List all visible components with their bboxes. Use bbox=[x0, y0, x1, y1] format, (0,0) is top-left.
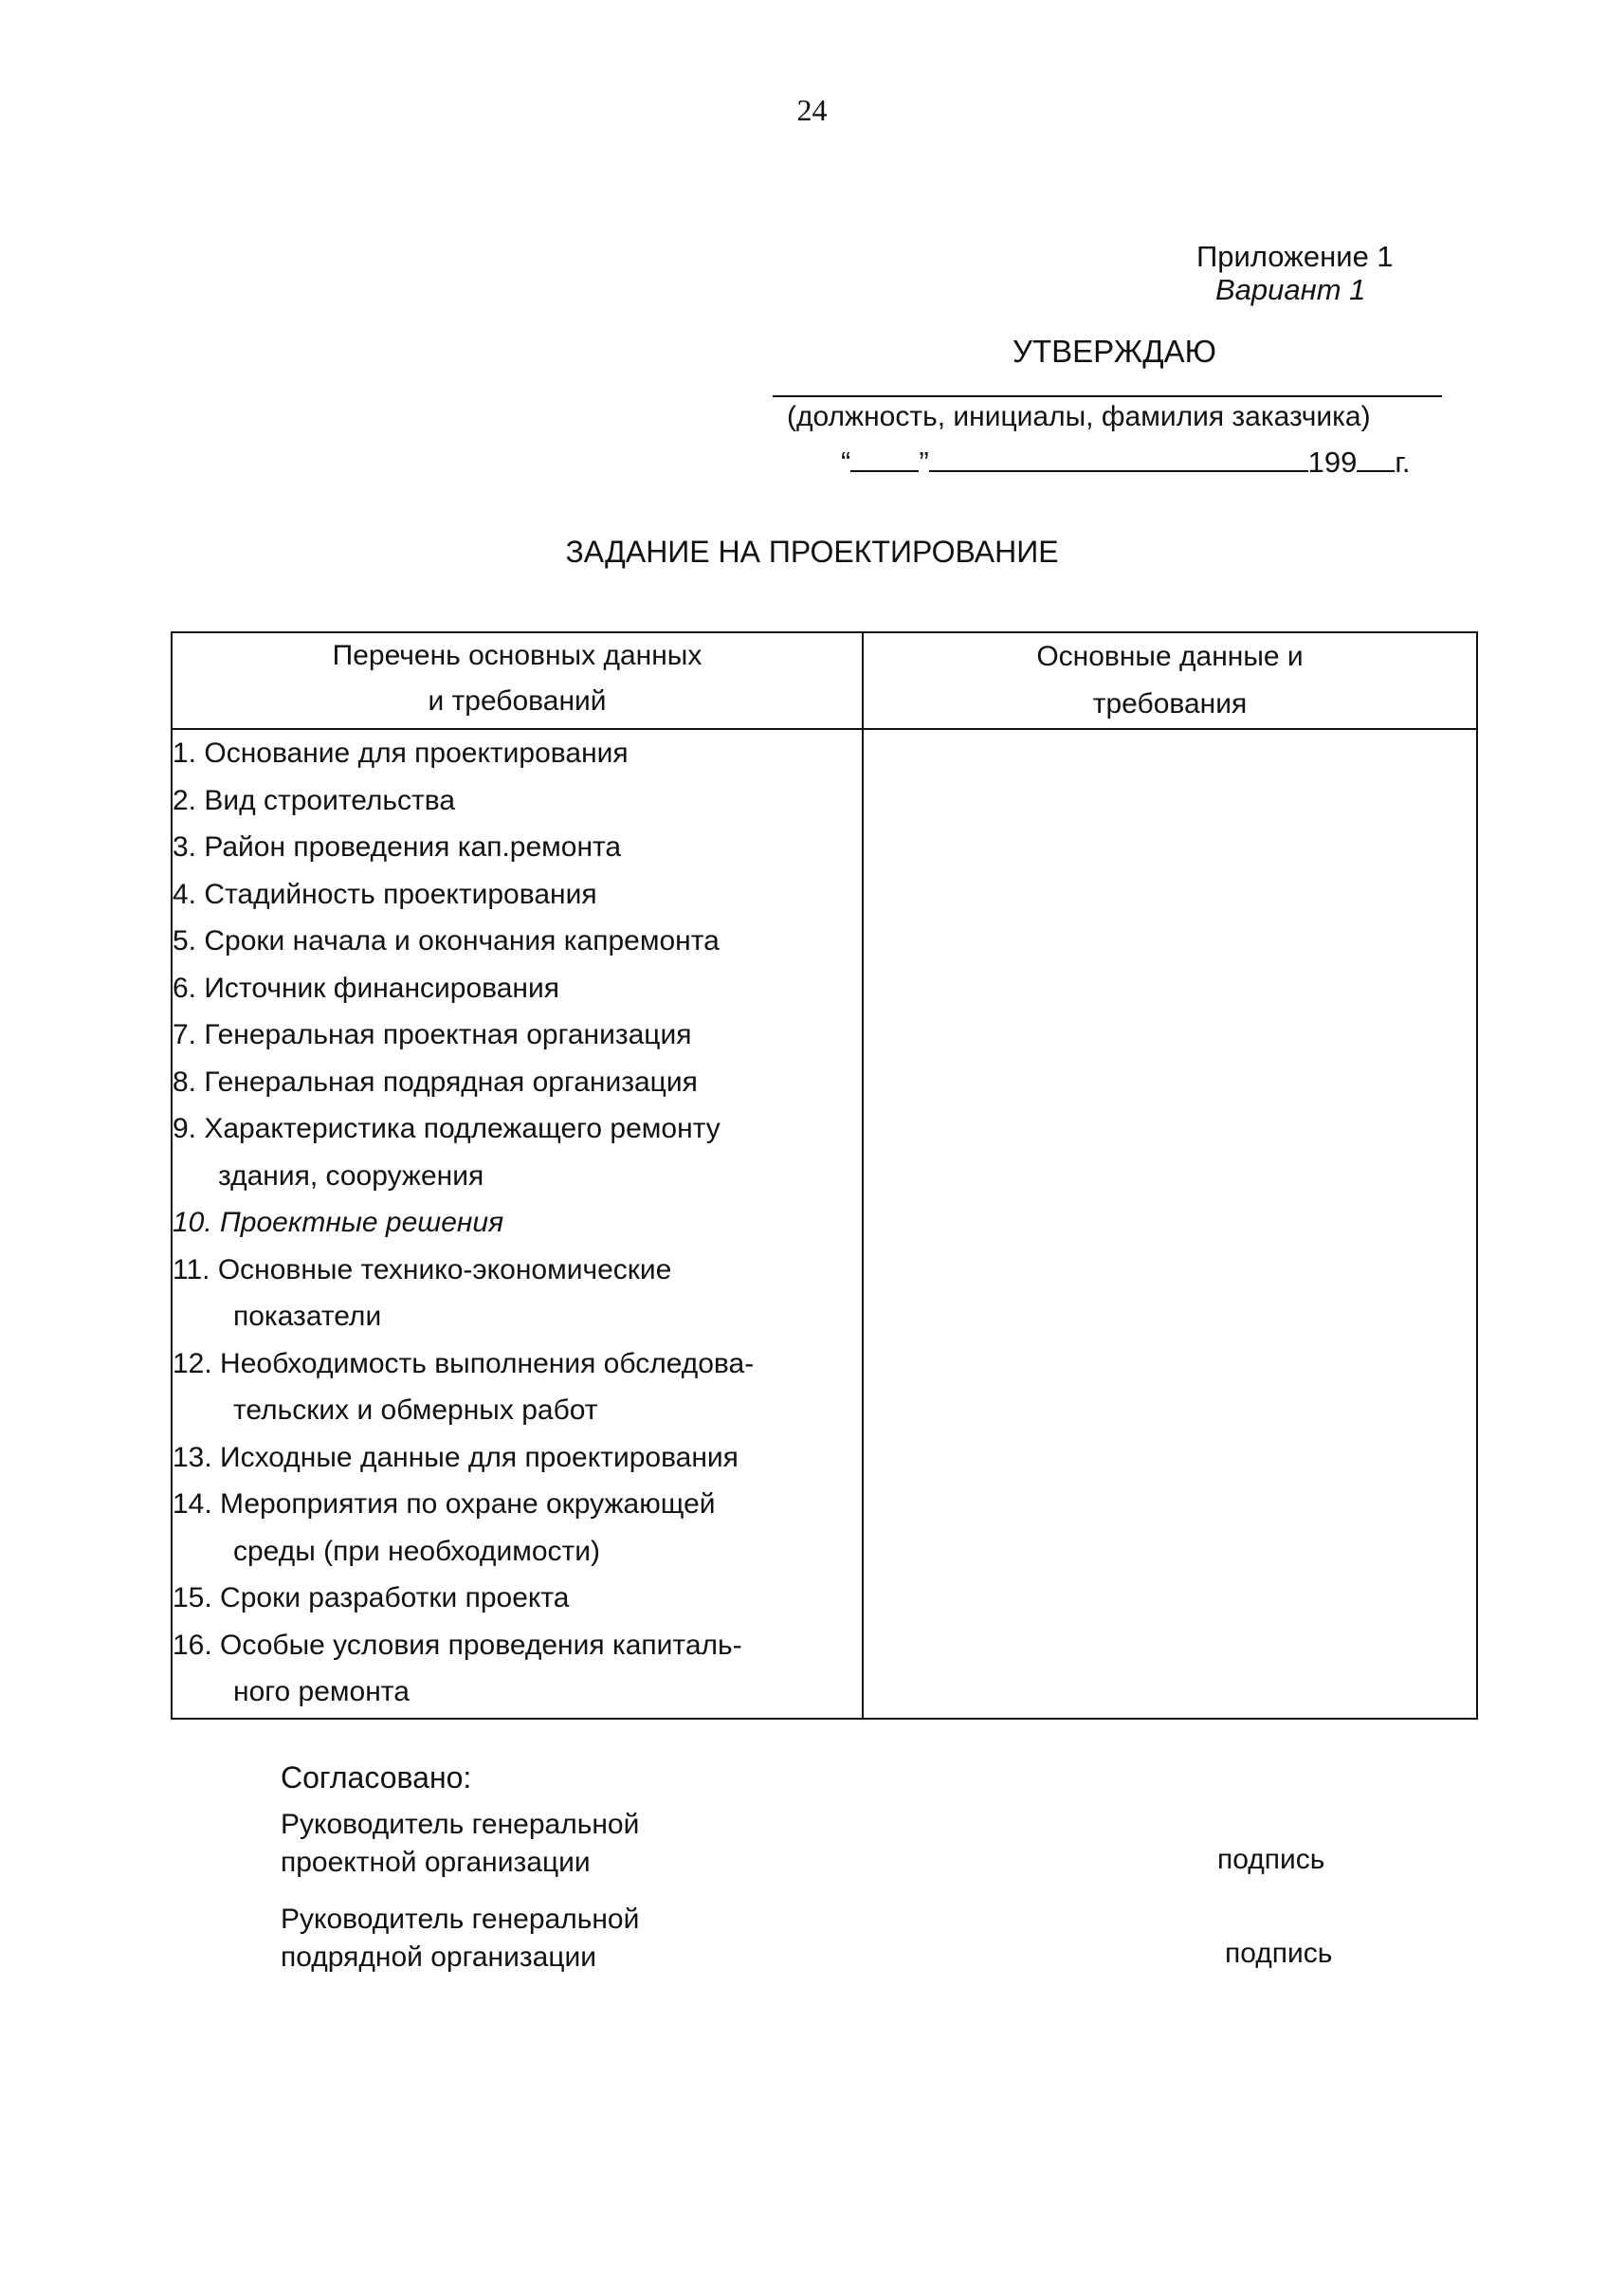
month-blank bbox=[929, 468, 1308, 472]
approver-caption: (должность, инициалы, фамилия заказчика) bbox=[787, 401, 1371, 432]
list-item: 9. Характеристика подлежащего ремонту bbox=[173, 1113, 721, 1144]
approver-signature-line bbox=[773, 395, 1442, 397]
list-item: 2. Вид строительства bbox=[173, 784, 456, 816]
design-org-signature-label: подпись bbox=[1217, 1844, 1325, 1875]
list-item: 1. Основание для проектирования bbox=[173, 738, 629, 769]
list-item-continuation: ного ремонта bbox=[233, 1676, 410, 1707]
date-close-quote: ” bbox=[919, 446, 929, 479]
design-org-head-role bbox=[281, 1806, 639, 1882]
list-item: 14. Мероприятия по охране окружающей bbox=[173, 1488, 716, 1520]
list-item: 16. Особые условия проведения капиталь- bbox=[173, 1629, 742, 1661]
list-item: 12. Необходимость выполнения обследова- bbox=[173, 1347, 755, 1379]
variant-label: Вариант 1 bbox=[1215, 273, 1366, 306]
list-item-continuation: показатели bbox=[233, 1301, 382, 1332]
appendix-label: Приложение 1 bbox=[1196, 240, 1394, 273]
list-item: 13. Исходные данные для проектирования bbox=[173, 1441, 739, 1473]
contractor-org-head-role bbox=[281, 1901, 639, 1977]
header-left-line1: Перечень основных данных bbox=[332, 640, 703, 671]
list-item: 5. Сроки начала и окончания капремонта bbox=[173, 925, 720, 957]
date-year: 199 bbox=[1307, 446, 1358, 479]
agreed-label: Согласовано: bbox=[281, 1760, 472, 1795]
list-item-continuation: среды (при необходимости) bbox=[233, 1535, 600, 1567]
list-item: 11. Основные технико-экономические bbox=[173, 1253, 672, 1285]
design-org-role-line2: проектной организации bbox=[281, 1847, 591, 1878]
requirements-list-cell bbox=[172, 729, 863, 1719]
date-open-quote: “ bbox=[841, 446, 851, 479]
list-item-continuation: здания, сооружения bbox=[218, 1159, 484, 1192]
contractor-org-role-line2: подрядной организации bbox=[281, 1941, 597, 1973]
header-left-cell bbox=[172, 632, 863, 729]
header-right-line1: Основные данные и bbox=[1036, 641, 1304, 672]
requirements-values-cell bbox=[863, 729, 1477, 1719]
list-item: 10. Проектные решения bbox=[173, 1207, 504, 1238]
approve-heading: УТВЕРЖДАЮ bbox=[1013, 334, 1216, 369]
table-body-row bbox=[172, 729, 1477, 1719]
day-blank bbox=[850, 468, 919, 472]
header-left-line2: и требований bbox=[428, 685, 607, 717]
list-item: 8. Генеральная подрядная организация bbox=[173, 1066, 698, 1098]
table-header-row bbox=[172, 632, 1477, 729]
list-item-continuation: тельских и обмерных работ bbox=[233, 1394, 598, 1426]
contractor-org-role-line1: Руководитель генеральной bbox=[281, 1904, 640, 1935]
design-org-role-line1: Руководитель генеральной bbox=[281, 1809, 640, 1840]
header-right-cell bbox=[863, 632, 1477, 729]
list-item: 15. Сроки разработки проекта bbox=[173, 1582, 570, 1613]
document-title: ЗАДАНИЕ НА ПРОЕКТИРОВАНИЕ bbox=[565, 535, 1059, 569]
contractor-org-signature-label: подпись bbox=[1225, 1938, 1333, 1969]
approval-date-row bbox=[841, 446, 1411, 480]
list-item: 3. Район проведения кап.ремонта bbox=[173, 831, 622, 863]
list-item: 4. Стадийность проектирования bbox=[173, 878, 597, 910]
list-item: 7. Генеральная проектная организация bbox=[173, 1019, 692, 1050]
list-item: 6. Источник финансирования bbox=[173, 972, 560, 1004]
header-right-line2: требования bbox=[1092, 688, 1248, 720]
year-blank bbox=[1357, 468, 1395, 472]
date-suffix: г. bbox=[1395, 446, 1411, 479]
requirements-table bbox=[171, 631, 1478, 1720]
page-number: 24 bbox=[796, 93, 828, 127]
